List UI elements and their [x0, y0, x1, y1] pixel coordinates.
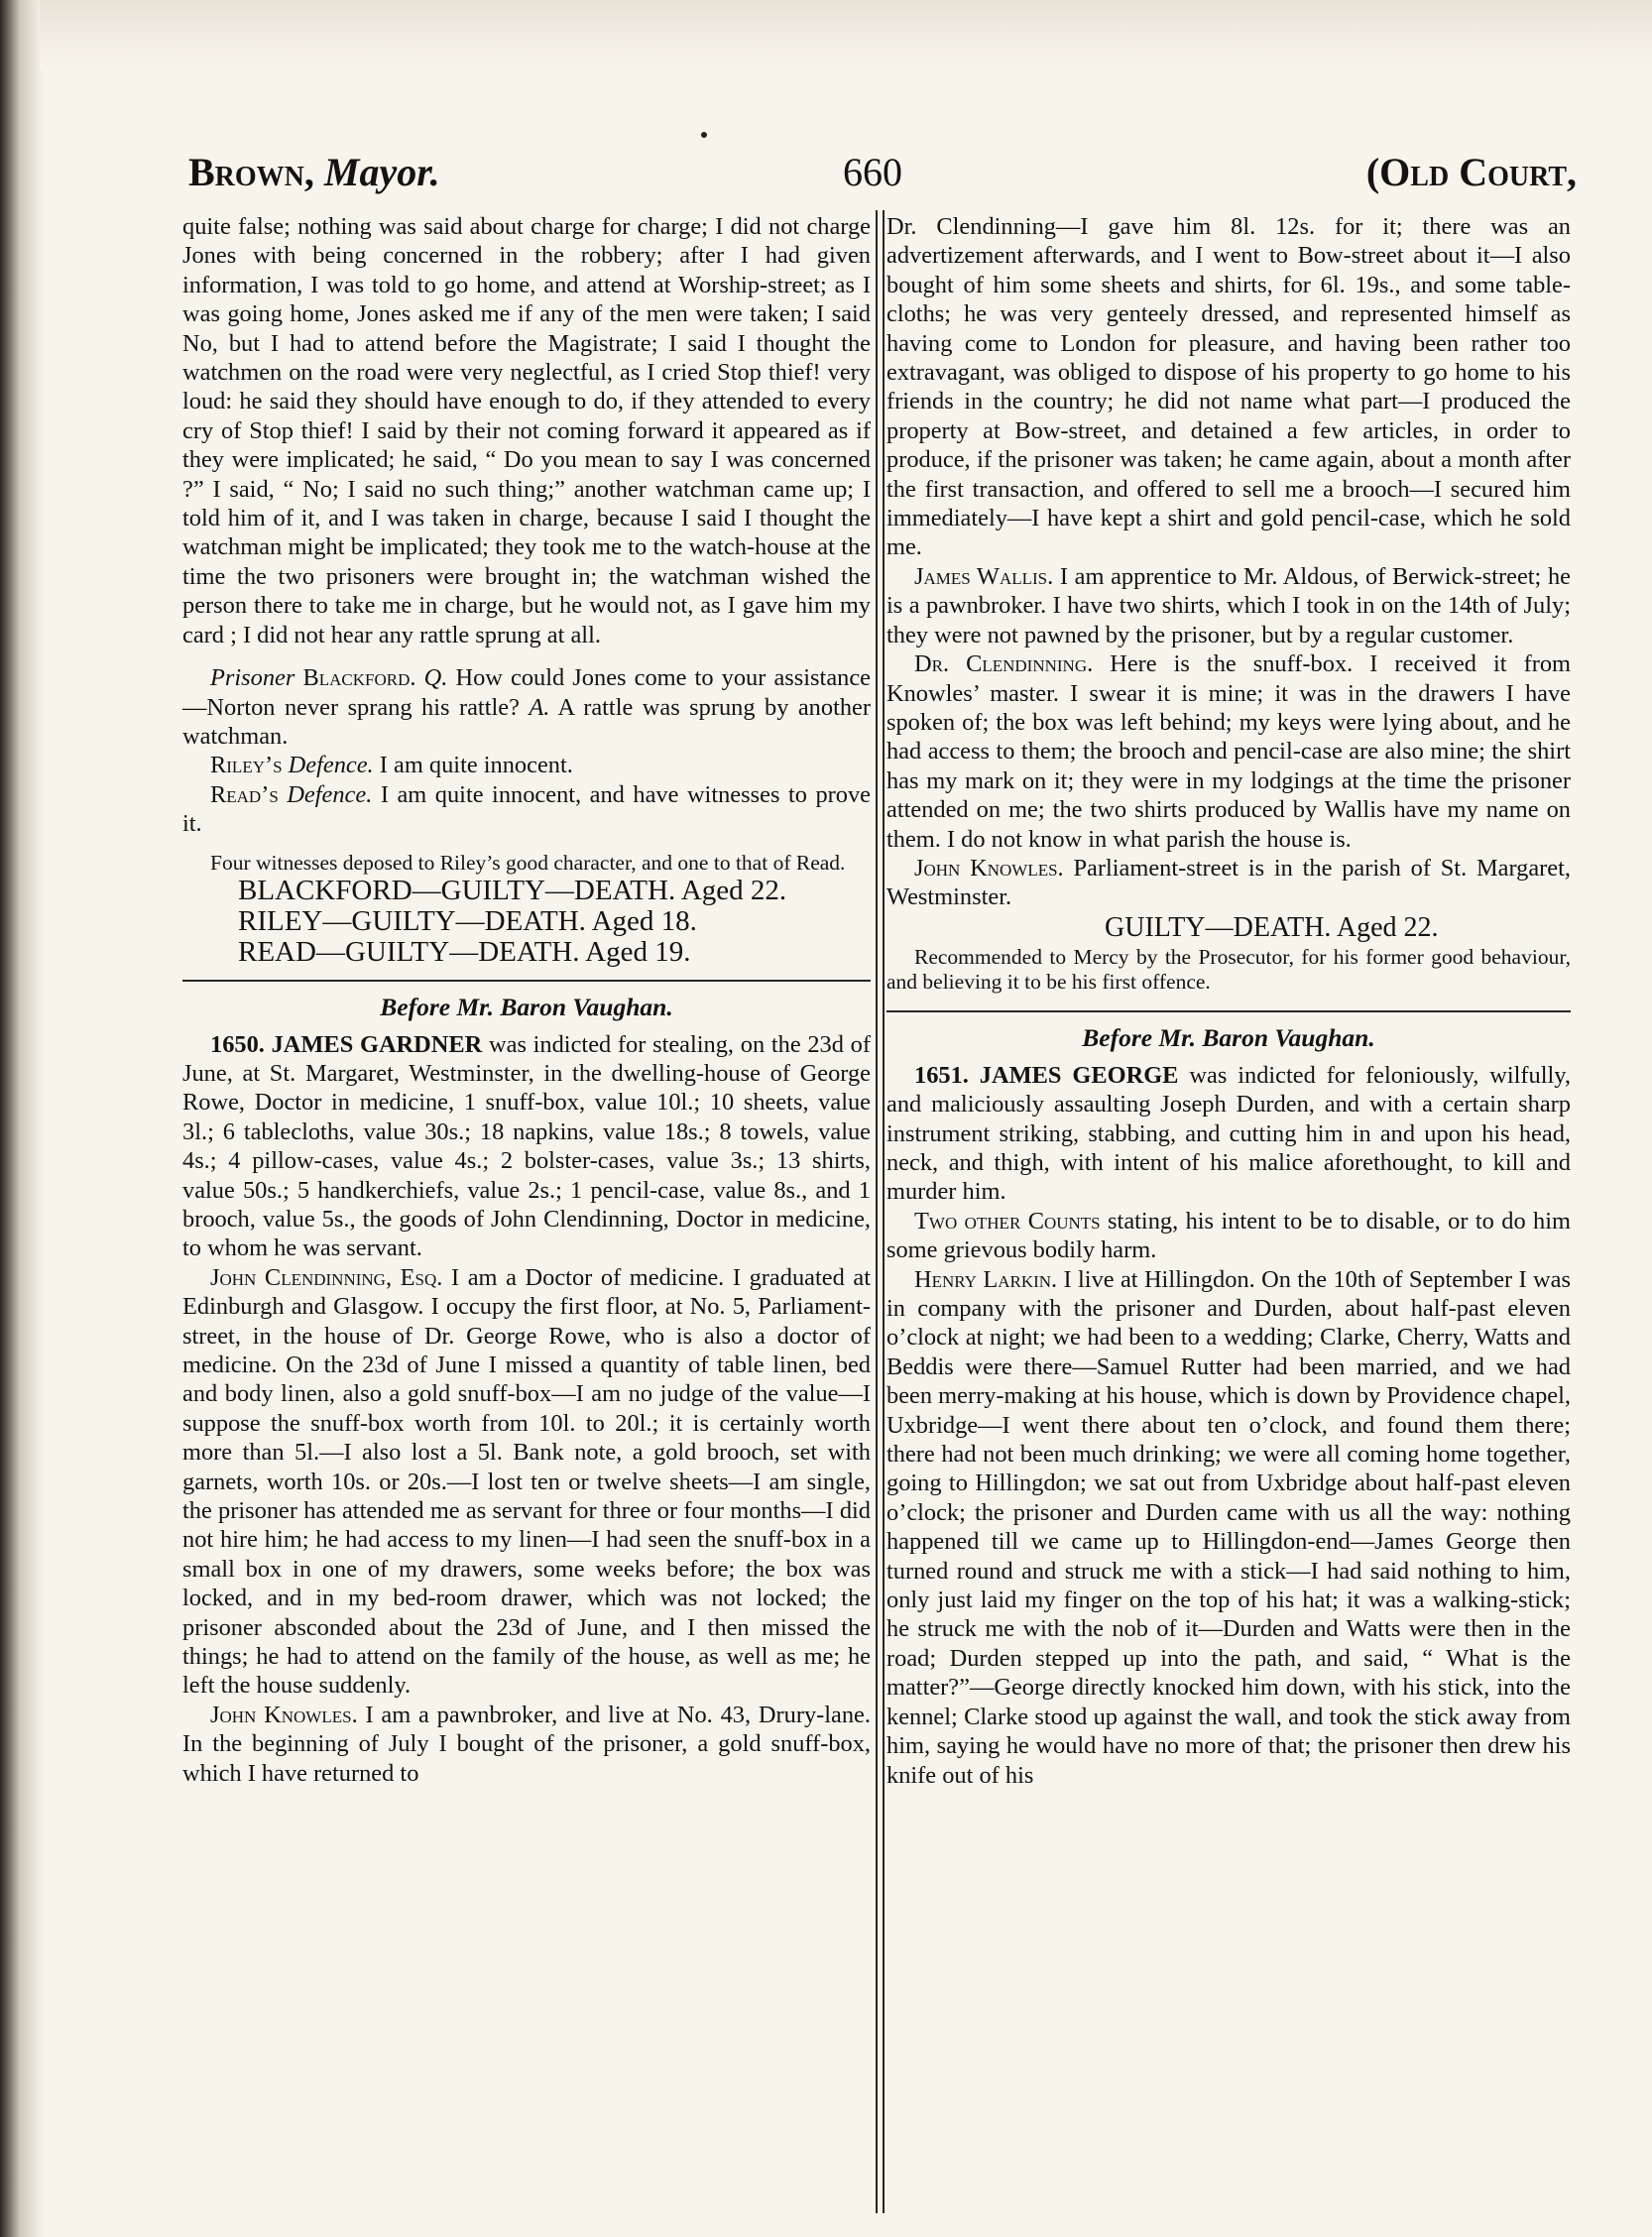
verdict-line: BLACKFORD—GUILTY—DEATH. Aged 22.: [238, 874, 787, 906]
paragraph: quite false; nothing was said about charge for charge; I did not charge Jones with being concerned in the robbery; after I had given information, I was told to go home, and attend at Worship-street; as I was going home, Jones asked me if any of the men were taken; I said No, but I had to attend before the Magistrate; I said I thought the watchmen on the road were very neglectful, as I cried Stop thief! very loud: he said they should have enough to do, if they attended to every cry of Stop thief! I said by their not coming forward it appeared as if they were implicated; he said, “ Do you mean to say I was concerned ?” I said, “ No; I said no such thing;” another watchman came up; I told him of it, and I was taken in charge, because I said I thought the watchman might be implicated; they took me to the watch-house at the time the two prisoners were brought in; the watchman wished the person there to take me in charge, but he would not, as I gave him my card ; I did not hear any rattle sprung at all.: [182, 213, 871, 648]
header-dot: [701, 132, 707, 138]
note-paragraph: Four witnesses deposed to Riley’s good character, and one to that of Read.: [210, 850, 846, 875]
page-binding-edge: [0, 0, 44, 2237]
paragraph: Riley’s Defence. I am quite innocent.: [210, 752, 573, 779]
paragraph: Dr. Clendinning—I gave him 8l. 12s. for it; there was an advertizement afterwards, and I went to Bow-street about it—I also bought of him some sheets and shirts, for 6l. 19s., and some table-cloths; he was very genteely dressed, and represented himself as having come to London for pleasure, and having been rather too extravagant, was obliged to dispose of his property to go home to his friends in the country; he did not name what part—I produced the property at Bow-street, and detained a few articles, in order to produce, if the prisoner was taken; he came again, about a month after the first transaction, and offered to sell me a brooch—I secured him immediately—I have kept a shirt and gold pencil-case, which he sold me.: [886, 213, 1571, 561]
court-heading: Before Mr. Baron Vaughan.: [380, 992, 673, 1021]
testimony-paragraph: John Knowles. I am a pawnbroker, and live at No. 43, Drury-lane. In the beginning of July I bought of the prisoner, a gold snuff-box, which I have returned to: [182, 1701, 871, 1787]
column-divider: [876, 210, 885, 2213]
section-rule: [182, 980, 871, 982]
testimony-paragraph: Henry Larkin. I live at Hillingdon. On the 10th of September I was in company with the prisoner and Durden, about half-past eleven o’clock at night; we had been to a wedding; Clarke, Cherry, Watts and Beddis were there—Samuel Rutter had been married, and we had been merry-making at his house, which is down by Providence chapel, Uxbridge—I went there about ten o’clock, and found them there; there had not been much drinking; we were all coming home together, going to Hillingdon; we sat out from Uxbridge about half-past eleven o’clock; the prisoner and Durden came with us all the way: nothing happened till we came up to Hillingdon-end—James George then turned round and struck me with a stick—I had said nothing to him, only just laid my finger on the top of his hat; it was a walking-stick; he struck me with the nob of it—Durden and Watts were then in the road; Durden stepped up into the path, and said, “ What is the matter?”—George directly knocked him down, with his stick, into the kennel; Clarke stood up against the wall, and took the stick away from him, saying he would have no more of that; the prisoner then drew his knife out of his: [886, 1265, 1571, 1789]
verdict-line: RILEY—GUILTY—DEATH. Aged 18.: [238, 904, 697, 937]
case-paragraph: 1651. JAMES GEORGE was indicted for feloniously, wilfully, and maliciously assaulting Joseph Durden, and with a certain sharp instrument striking, stabbing, and cutting him in and upon his head, neck, and thigh, with intent of his malice aforethought, to kill and murder him.: [886, 1061, 1571, 1206]
testimony-paragraph: James Wallis. I am apprentice to Mr. Aldous, of Berwick-street; he is a pawnbroker. I have two shirts, which I took in on the 14th of July; they were not pawned by the prisoner, but by a regular customer.: [886, 562, 1571, 648]
paragraph: Read’s Defence. I am quite innocent, and have witnesses to prove it.: [182, 780, 871, 838]
page-top-margin: [40, 0, 1652, 69]
header-left: [188, 149, 440, 195]
page-number: 660: [843, 150, 902, 194]
header-mayor-title: Mayor.: [323, 150, 440, 194]
testimony-paragraph: John Knowles. Parliament-street is in the parish of St. Margaret, Westminster.: [886, 854, 1571, 911]
case-paragraph: 1650. JAMES GARDNER was indicted for stealing, on the 23d of June, at St. Margaret, Westminster, in the dwelling-house of George Rowe, Doctor in medicine, 1 snuff-box, value 10l.; 10 sheets, value 3l.; 6 tablecloths, value 30s.; 18 napkins, value 18s.; 8 towels, value 4s.; 4 pillow-cases, value 4s.; 2 bolster-cases, value 3s.; 13 shirts, value 50s.; 5 handkerchiefs, value 2s.; 1 pencil-case, value 8s., and 1 brooch, value 5s., the goods of John Clendinning, Doctor in medicine, to whom he was servant.: [182, 1030, 871, 1262]
testimony-paragraph: Dr. Clendinning. Here is the snuff-box. I received it from Knowles’ master. I swear it is mine; it was in the drawers I have spoken of; the box was left behind; my keys were lying about, and he had access to them; the brooch and pencil-case are also mine; the shirt has my mark on it; they were in my lodgings at the time the prisoner attended on me; the two shirts produced by Wallis have my name on them. I do not know in what parish the house is.: [886, 650, 1571, 853]
section-rule: [886, 1010, 1571, 1012]
left-column: [182, 212, 871, 1788]
running-header: [188, 149, 1577, 208]
court-heading: Before Mr. Baron Vaughan.: [1082, 1022, 1375, 1052]
note-paragraph: Recommended to Mercy by the Prosecutor, for his former good behaviour, and believing it to be his first offence.: [886, 944, 1571, 994]
header-right: (Old Court,: [1365, 150, 1577, 194]
paragraph: Two other Counts stating, his intent to be to disable, or to do him some grievous bodily harm.: [886, 1207, 1571, 1264]
right-column: [886, 212, 1571, 1790]
verdict-line: READ—GUILTY—DEATH. Aged 19.: [238, 935, 691, 968]
verdict-line: GUILTY—DEATH. Aged 22.: [1105, 911, 1439, 943]
testimony-paragraph: John Clendinning, Esq. I am a Doctor of medicine. I graduated at Edinburgh and Glasgow. I occupy the first floor, at No. 5, Parliament-street, in the house of Dr. George Rowe, who is also a doctor of medicine. On the 23d of June I missed a quantity of table linen, bed and body linen, also a gold snuff-box—I am no judge of the value—I suppose the snuff-box worth from 10l. to 20l.; it is certainly worth more than 5l.—I also lost a 5l. Bank note, a gold brooch, set with garnets, worth 10s. or 20s.—I lost ten or twelve sheets—I am single, the prisoner has attended me as servant for three or four months—I did not hire him; he had access to my linen—I had seen the snuff-box in a small box in one of my drawers, some weeks before; the box was locked, and in my bed-room drawer, which was not locked; the prisoner absconded about the 23d of June, and I then missed the things; he had to attend on the family of the house, as well as me; he left the house suddenly.: [182, 1263, 871, 1700]
paragraph: Prisoner Blackford. Q. How could Jones come to your assistance—Norton never sprang his rattle? A. A rattle was sprung by another watchman.: [182, 664, 871, 750]
header-mayor-name: Brown,: [188, 150, 314, 194]
